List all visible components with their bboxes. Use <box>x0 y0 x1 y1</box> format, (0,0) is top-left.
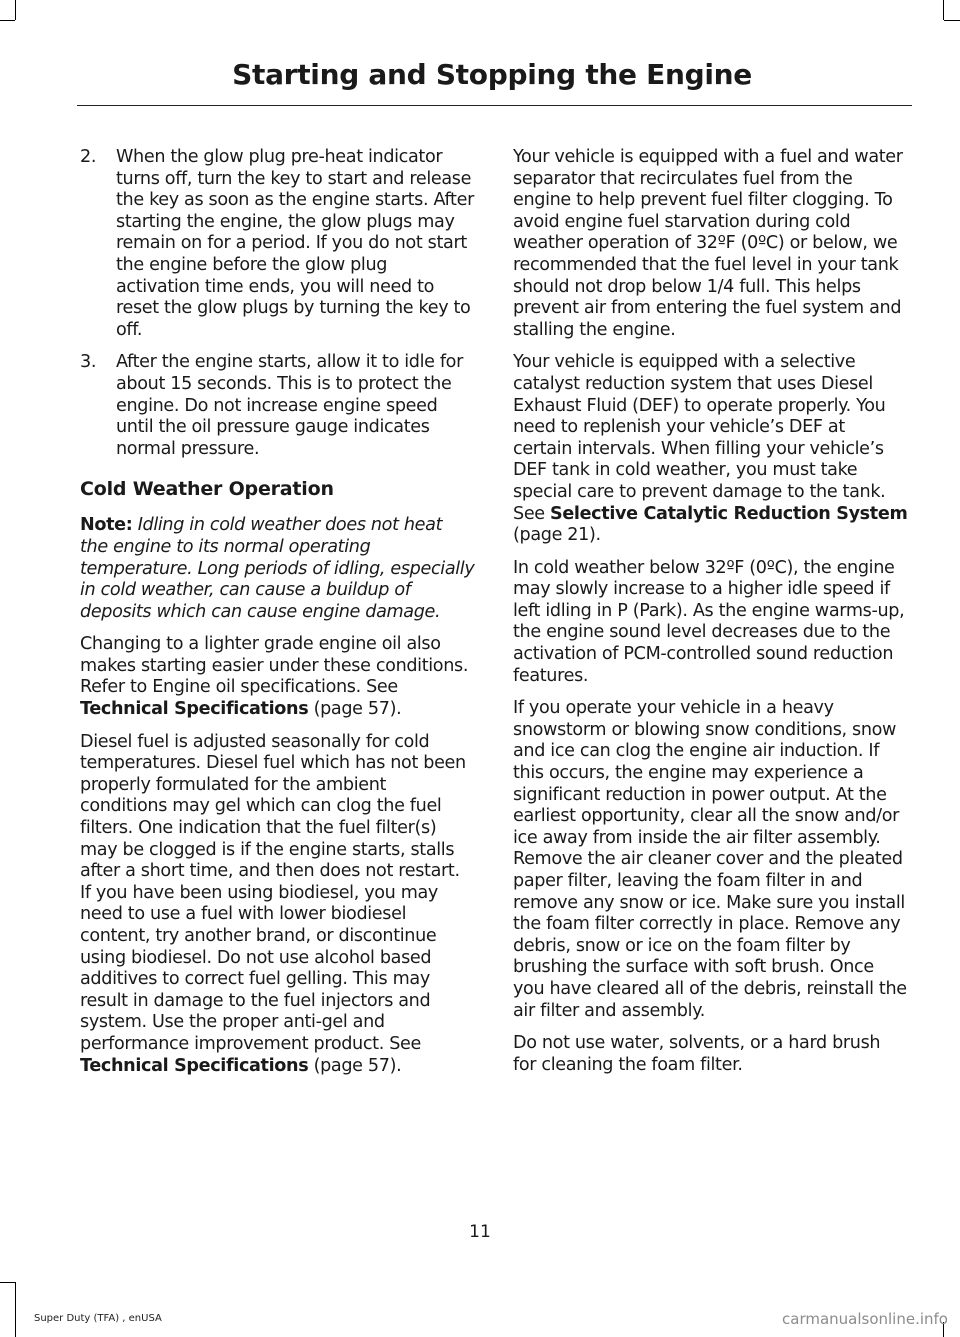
crop-mark <box>15 0 16 20</box>
paragraph-text: Diesel fuel is adjusted seasonally for cold temperatures. Diesel fuel which has not been properly formulated for the ambient conditions may gel which can clog the fuel filters. One indication that the fuel filter(s) may be clogged is if the engine starts, stalls after a short time, and then does not restart. If you have been using biodiesel, you may need to use a fuel with lower biodiesel content, try another brand, or discontinue using biodiesel. Do not use alcohol based additives to correct fuel gelling. This may result in damage to the fuel injectors and system. Use the proper anti-gel and performance improvement product. See <box>80 731 466 1054</box>
paragraph <box>80 732 475 1078</box>
paragraph: If you operate your vehicle in a heavy snowstorm or blowing snow conditions, snow and ice can clog the engine air induction. If this occurs, the engine may experience a significant reduction in power output. At the earliest opportunity, clear all the snow and/or ice away from inside the air filter assembly. Remove the air cleaner cover and the pleated paper filter, leaving the foam filter in and remove any snow or ice. Make sure you install the foam filter correctly in place. Remove any debris, snow or ice on the foam filter by brushing the surface with soft brush. Once you have cleared all of the debris, reinstall the air filter and assembly. <box>513 698 907 1021</box>
cross-reference-link[interactable]: Selective Catalytic Reduction System <box>550 503 908 524</box>
cross-reference-link[interactable]: Technical Specifications <box>80 699 309 720</box>
paragraph: Do not use water, solvents, or a hard brush for cleaning the foam filter. <box>513 1033 881 1075</box>
section-heading: Cold Weather Operation <box>80 478 334 501</box>
crop-mark <box>944 20 960 21</box>
page-title: Starting and Stopping the Engine <box>232 58 752 91</box>
list-number: 2. <box>80 147 97 167</box>
page-reference: (page 57). <box>308 699 402 720</box>
crop-mark <box>0 20 15 21</box>
paragraph-text: Changing to a lighter grade engine oil also makes starting easier under these conditions. Refer to Engine oil specifications. See <box>80 634 469 698</box>
crop-mark <box>943 0 944 20</box>
paragraph <box>513 352 908 546</box>
note-label: Note: <box>80 515 133 536</box>
page-reference: (page 57). <box>308 1055 402 1076</box>
paragraph: In cold weather below 32ºF (0ºC), the engine may slowly increase to a higher idle speed if left idling in P (Park). As the engine warms-up, the engine sound level decreases due to the activation of PCM-controlled sound reduction features. <box>513 557 905 686</box>
list-text: When the glow plug pre-heat indicator turns off, turn the key to start and release the key as soon as the engine starts. After starting the engine, the glow plugs may remain on for a period. If you do not start the engine before the glow plug activation time ends, you will need to reset the glow plugs by turning the key to off. <box>116 147 474 340</box>
note-paragraph <box>80 515 475 623</box>
crop-mark <box>0 1282 15 1283</box>
watermark: carmanualsonline.info <box>782 1310 948 1328</box>
page-number: 11 <box>469 1222 491 1242</box>
left-column <box>80 147 475 1088</box>
document-info: Super Duty (TFA) , enUSA <box>34 1313 162 1324</box>
list-number: 3. <box>80 352 97 373</box>
page-reference: (page 21). <box>513 525 601 546</box>
list-text: After the engine starts, allow it to idle for about 15 seconds. This is to protect the engine. Do not increase engine speed until the oil pressure gauge indicates normal pressure. <box>116 352 463 459</box>
paragraph-text: Your vehicle is equipped with a selective catalyst reduction system that uses Diesel Exhaust Fluid (DEF) to operate properly. You need to replenish your vehicle’s DEF at certain intervals. When filling your vehicle’s DEF tank in cold weather, you must take special care to prevent damage to the tank. See <box>513 352 886 524</box>
cross-reference-link[interactable]: Technical Specifications <box>80 1055 309 1076</box>
paragraph: Your vehicle is equipped with a fuel and water separator that recirculates fuel from the engine to help prevent fuel filter clogging. To avoid engine fuel starvation during cold weather operation of 32ºF (0ºC) or below, we recommended that the fuel level in your tank should not drop below 1/4 full. This helps prevent air from entering the fuel system and stalling the engine. <box>513 147 903 340</box>
paragraph <box>80 634 475 720</box>
crop-mark <box>15 1282 16 1337</box>
right-column <box>513 147 908 1087</box>
header-divider <box>77 105 912 106</box>
list-item <box>80 147 475 341</box>
list-item <box>80 352 475 460</box>
note-text: Idling in cold weather does not heat the engine to its normal operating temperature. Long periods of idling, especially in cold weather, can cause a buildup of deposits which can cause engine damage. <box>80 515 475 622</box>
